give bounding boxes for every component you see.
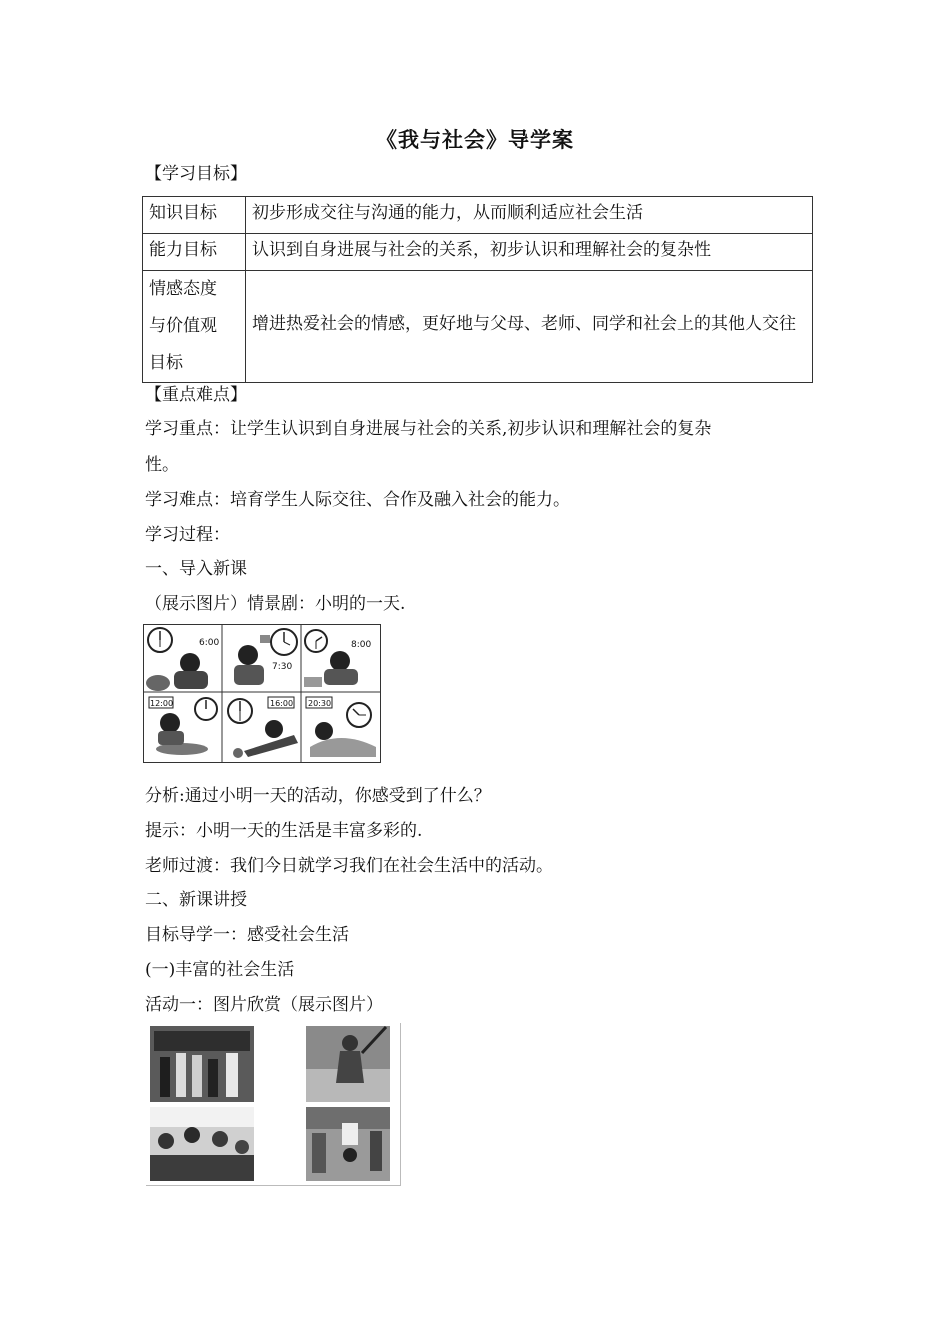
comic-time-label: 16:00 [270, 699, 294, 708]
objective-label: 能力目标 [143, 234, 246, 271]
section-heading-objectives: 【学习目标】 [145, 164, 247, 184]
sub1-heading: (一)丰富的社会生活 [145, 960, 295, 980]
objective-label-line: 情感态度 [149, 279, 217, 299]
comic-panel [149, 697, 217, 755]
photo-cell [306, 1107, 390, 1181]
key-point-text: 学习重点：让学生认识到自身进展与社会的关系,初步认识和理解社会的复杂 [145, 419, 712, 439]
comic-panel [228, 697, 298, 758]
activity1-text: 活动一：图片欣赏（展示图片） [145, 995, 383, 1015]
show-picture-text: （展示图片）情景剧：小明的一天. [145, 594, 406, 614]
objectives-table [142, 196, 813, 383]
comic-time-label: 7:30 [272, 662, 293, 672]
comic-time-label: 8:00 [351, 640, 372, 650]
comic-panel [234, 629, 297, 685]
objective-label [143, 271, 246, 383]
comic-panel [306, 697, 376, 757]
objective-text [246, 271, 813, 383]
photo-cell [150, 1107, 254, 1181]
difficulty-text: 学习难点：培育学生人际交往、合作及融入社会的能力。 [145, 490, 570, 510]
objective-text: 初步形成交往与沟通的能力，从而顺利适应社会生活 [246, 197, 813, 234]
photo-cell [306, 1026, 390, 1102]
objective-label: 知识目标 [143, 197, 246, 234]
analysis-text: 分析:通过小明一天的活动，你感受到了什么？ [145, 786, 491, 806]
comic-time-label: 20:30 [308, 699, 332, 708]
part1-heading: 一、导入新课 [145, 559, 247, 579]
comic-time-label: 6:00 [199, 638, 220, 648]
process-heading: 学习过程： [145, 525, 230, 545]
objective-label-line: 目标 [149, 353, 183, 373]
comic-panel [146, 628, 219, 691]
objective-text: 认识到自身进展与社会的关系，初步认识和理解社会的复杂性 [246, 234, 813, 271]
comic-panel [304, 630, 371, 687]
photo-cell [150, 1026, 254, 1102]
table-row [143, 197, 813, 234]
hint-text: 提示：小明一天的生活是丰富多彩的. [145, 821, 423, 841]
page-title: 《我与社会》导学案 [376, 128, 574, 152]
objective-text-content: 增进热爱社会的情感，更好地与父母、老师、同学和社会上的其他人交往 [252, 314, 796, 334]
objective-label-line: 与价值观 [149, 316, 217, 336]
table-row [143, 234, 813, 271]
key-point-text-cont: 性。 [145, 455, 179, 475]
comic-strip-image [143, 624, 381, 763]
section-heading-keypoints: 【重点难点】 [145, 385, 247, 405]
photo-grid-image [146, 1023, 401, 1186]
goal1-heading: 目标导学一：感受社会生活 [145, 925, 349, 945]
part2-heading: 二、新课讲授 [145, 890, 247, 910]
comic-time-label: 12:00 [150, 699, 174, 708]
transition-text: 老师过渡：我们今日就学习我们在社会生活中的活动。 [145, 856, 553, 876]
table-row [143, 271, 813, 383]
